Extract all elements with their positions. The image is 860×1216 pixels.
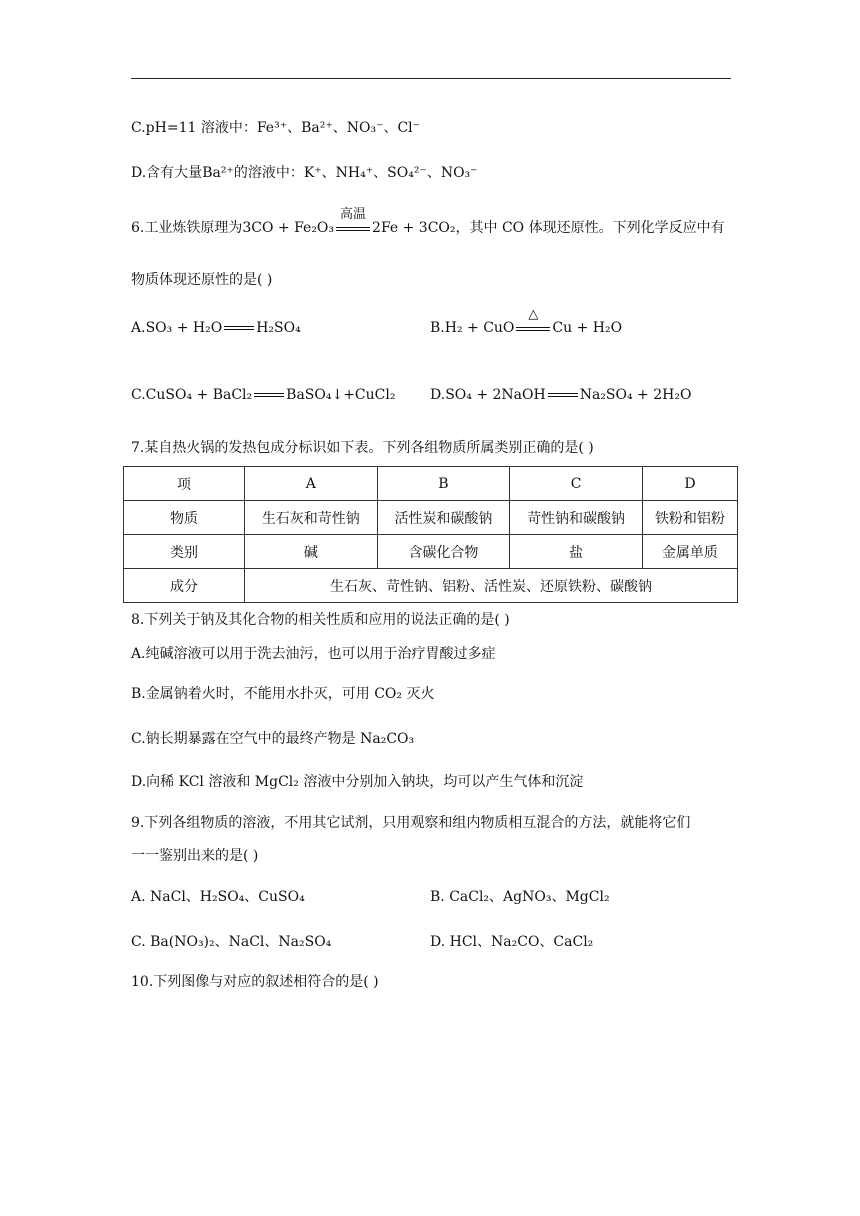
- q6-reactants: 3CO + Fe₂O₃: [242, 220, 335, 236]
- table-cell: 物质: [124, 501, 245, 535]
- q8-option-a: A.纯碱溶液可以用于洗去油污，也可以用于治疗胃酸过多症: [131, 646, 496, 662]
- table-row-header: [124, 467, 738, 501]
- q6-d-equals: [548, 390, 578, 400]
- q6-c-equals: [254, 390, 284, 400]
- table-cell: A: [245, 467, 378, 501]
- q5-c-ions: Fe³⁺、Ba²⁺、NO₃⁻、Cl⁻: [256, 120, 421, 136]
- table-cell: B: [377, 467, 510, 501]
- q9-stem-line2: 一一鉴别出来的是( ): [131, 848, 259, 864]
- table-row-component: [124, 569, 738, 603]
- q5-d-ba: Ba²⁺: [202, 165, 234, 181]
- q6-condition: 高温: [340, 207, 367, 222]
- q8-option-d: D.向稀 KCl 溶液和 MgCl₂ 溶液中分别加入钠块，均可以产生气体和沉淀: [131, 774, 584, 790]
- q9-option-b: B. CaCl₂、AgNO₃、MgCl₂: [430, 889, 610, 905]
- q8-option-c: C.钠长期暴露在空气中的最终产物是 Na₂CO₃: [131, 731, 415, 747]
- q8-option-b: B.金属钠着火时，不能用水扑灭，可用 CO₂ 灭火: [131, 686, 435, 702]
- q9-stem-line1: 9.下列各组物质的溶液，不用其它试剂，只用观察和组内物质相互混合的方法，就能将它们: [131, 815, 691, 831]
- table-cell: 金属单质: [642, 535, 737, 569]
- q6-b-condition: △: [528, 307, 539, 322]
- header-rule: [131, 78, 731, 79]
- q6-stem-a: 6.工业炼铁原理为: [131, 220, 243, 236]
- q6-option-b: [430, 307, 623, 338]
- q6-c-label: C.: [131, 387, 146, 403]
- q6-a-right: H₂SO₄: [256, 320, 301, 336]
- q10-stem: 10.下列图像与对应的叙述相符合的是( ): [131, 974, 379, 990]
- table-cell: 类别: [124, 535, 245, 569]
- q6-products: 2Fe + 3CO₂: [372, 220, 456, 236]
- q6-d-label: D.: [430, 387, 446, 403]
- q6-option-d: [430, 385, 691, 405]
- table-cell: 成分: [124, 569, 245, 603]
- q7-stem: 7.某自热火锅的发热包成分标识如下表。下列各组物质所属类别正确的是( ): [131, 440, 594, 456]
- q6-b-right: Cu + H₂O: [552, 320, 623, 336]
- q6-stem-b: ，其中 CO 体现还原性。下列化学反应中有: [455, 220, 725, 236]
- q9-option-d: D. HCl、Na₂CO、CaCl₂: [430, 934, 594, 950]
- q5-d-mid: 的溶液中：: [233, 165, 304, 181]
- q8-stem: 8.下列关于钠及其化合物的相关性质和应用的说法正确的是( ): [131, 612, 510, 628]
- q5-option-c: [131, 118, 420, 138]
- q5-d-ions: K⁺、NH₄⁺、SO₄²⁻、NO₃⁻: [303, 165, 478, 181]
- q6-stem-line2: 物质体现还原性的是( ): [131, 272, 273, 288]
- q6-option-c: [131, 385, 395, 405]
- q5-c-prefix: C.pH=11 溶液中：: [131, 120, 257, 136]
- q5-option-d: [131, 163, 478, 183]
- table-cell: 铁粉和铝粉: [642, 501, 737, 535]
- q6-a-label: A.: [131, 320, 146, 336]
- q6-stem-line1: [131, 207, 725, 238]
- table-cell: 活性炭和碳酸钠: [377, 501, 510, 535]
- table-row-substance: [124, 501, 738, 535]
- q6-b-condition-equals: [516, 307, 550, 335]
- q6-a-equals: [224, 323, 254, 333]
- table-cell: C: [510, 467, 643, 501]
- q9-option-a: A. NaCl、H₂SO₄、CuSO₄: [131, 889, 305, 905]
- q6-b-left: H₂ + CuO: [444, 320, 515, 336]
- q6-c-left: CuSO₄ + BaCl₂: [145, 387, 253, 403]
- q6-d-right: Na₂SO₄ + 2H₂O: [579, 387, 692, 403]
- table-cell: 生石灰和苛性钠: [245, 501, 378, 535]
- table-cell: 项: [124, 467, 245, 501]
- table-cell: 盐: [510, 535, 643, 569]
- table-cell: 苛性钠和碳酸钠: [510, 501, 643, 535]
- q9-option-c: C. Ba(NO₃)₂、NaCl、Na₂SO₄: [131, 934, 332, 950]
- table-cell: 生石灰、苛性钠、铝粉、活性炭、还原铁粉、碳酸钠: [245, 569, 738, 603]
- q6-condition-equals: [336, 207, 370, 235]
- q6-a-left: SO₃ + H₂O: [145, 320, 223, 336]
- q7-table: [123, 466, 738, 603]
- table-cell: 碱: [245, 535, 378, 569]
- table-cell: D: [642, 467, 737, 501]
- q5-d-prefix: D.含有大量: [131, 165, 203, 181]
- q6-option-a: [131, 318, 301, 338]
- q6-d-left: SO₄ + 2NaOH: [445, 387, 546, 403]
- table-row-category: [124, 535, 738, 569]
- q6-c-right: BaSO₄↓+CuCl₂: [286, 387, 396, 403]
- table-cell: 含碳化合物: [377, 535, 510, 569]
- q6-b-label: B.: [430, 320, 445, 336]
